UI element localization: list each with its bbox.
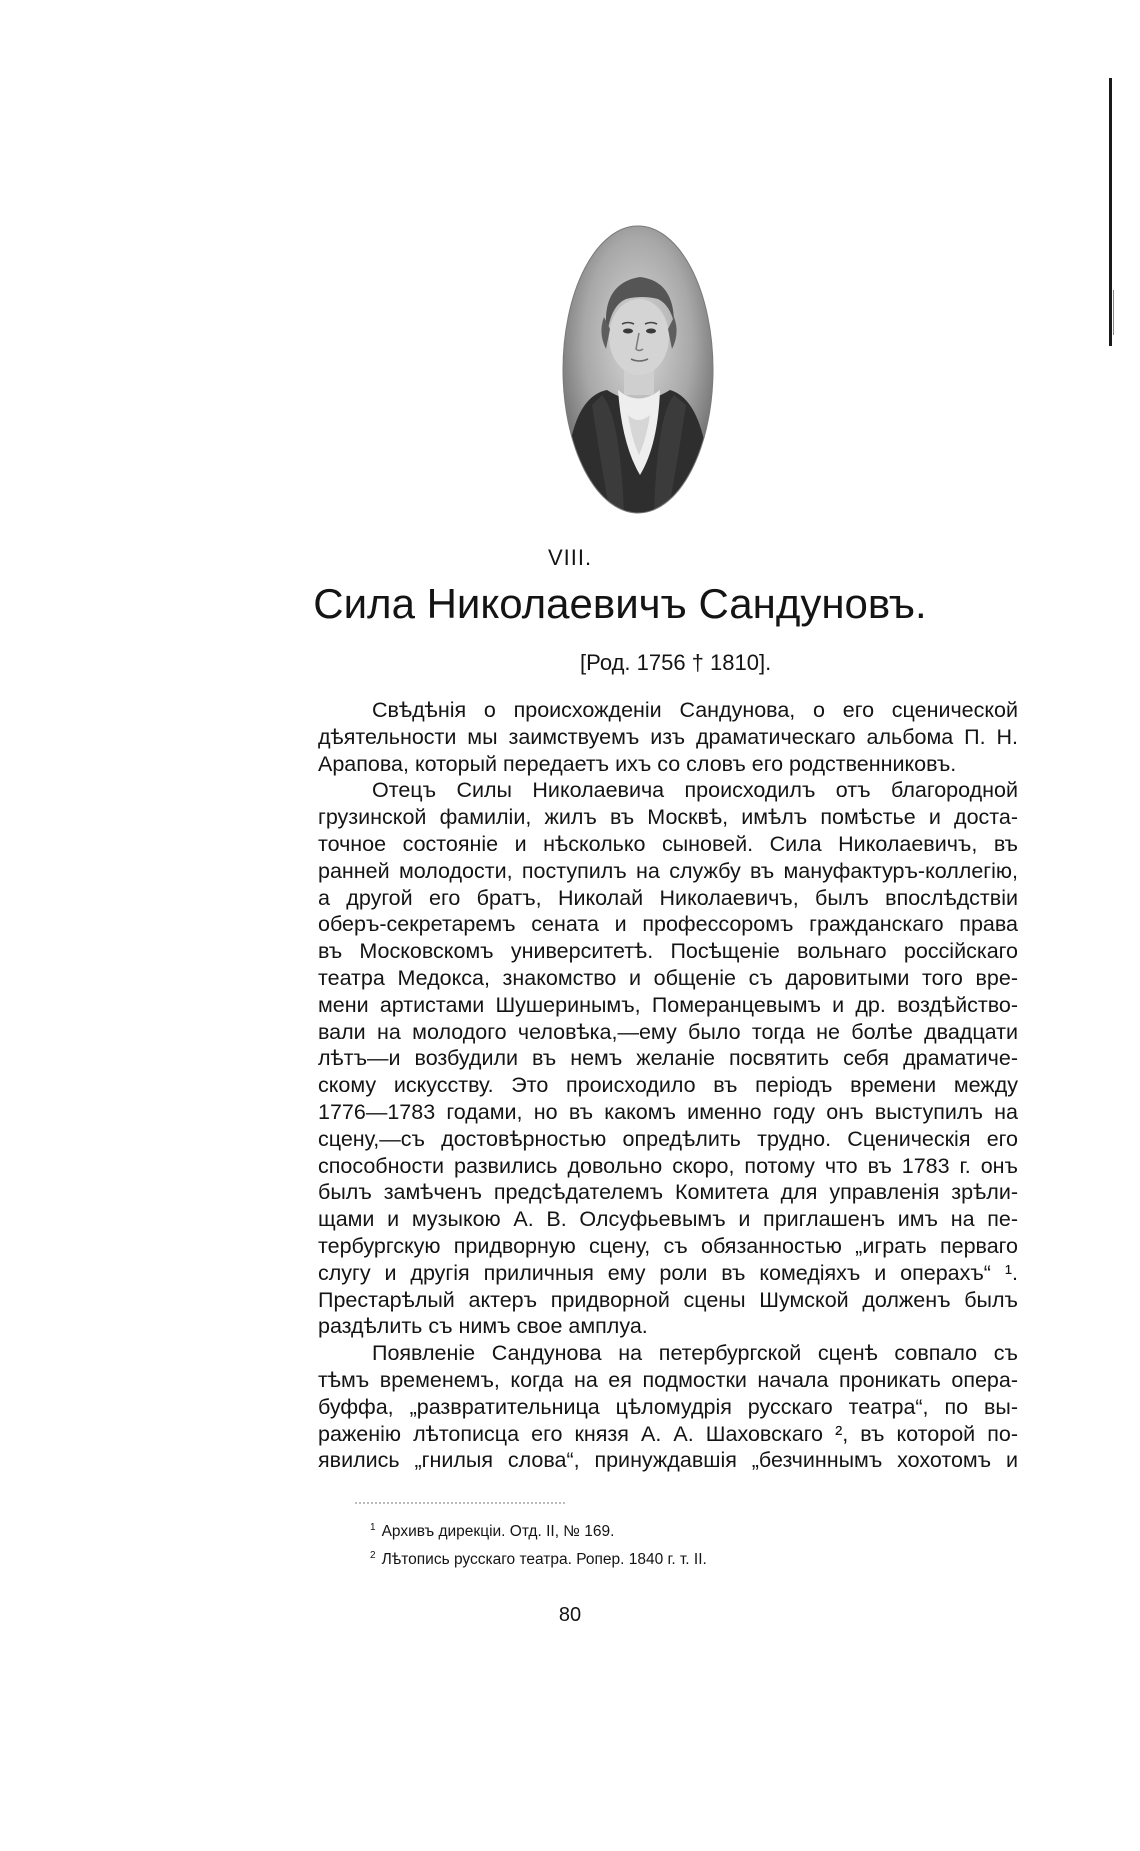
text-line: ранней молодости, поступилъ на службу въ мануфактуръ-коллегію, xyxy=(318,858,1018,883)
footnote-mark: 1 xyxy=(370,1522,376,1533)
text-line: точное состояніе и нѣсколько сыновей. Сила Николаевичъ, въ xyxy=(318,831,1018,856)
text-line: 1776—1783 годами, но въ какомъ именно году онъ выступилъ на xyxy=(318,1099,1018,1124)
scan-edge-mark-secondary xyxy=(1113,290,1114,335)
life-dates: [Род. 1756 † 1810]. xyxy=(580,650,772,675)
text-line: вали на молодого человѣка,—ему было тогда не болѣе двадцати xyxy=(318,1019,1018,1044)
text-line: а другой его братъ, Николай Николаевичъ, былъ впослѣдствіи xyxy=(318,885,1018,910)
chapter-title: Сила Николаевичъ Сандуновъ. xyxy=(313,580,927,627)
text-line: Престарѣлый актеръ придворной сцены Шумской долженъ былъ xyxy=(318,1287,1018,1312)
chapter-number: VIII. xyxy=(547,545,593,570)
body-text xyxy=(318,697,1018,1474)
text-line: слугу и другія приличныя ему роли въ комедіяхъ и операхъ“ ¹. xyxy=(318,1260,1018,1285)
text-line: оберъ-секретаремъ сената и профессоромъ гражданскаго права xyxy=(318,912,1018,937)
text-line: грузинской фамиліи, жилъ въ Москвѣ, имѣлъ помѣстье и доста- xyxy=(318,805,1018,830)
footnotes xyxy=(370,1516,970,1572)
faint-print-residue xyxy=(355,1502,565,1508)
text-line: Свѣдѣнія о происхожденіи Сандунова, о его сценической xyxy=(372,698,1018,722)
footnote-text: Архивъ дирекціи. Отд. II, № 169. xyxy=(381,1523,615,1541)
text-line: Появленіе Сандунова на петербургской сценѣ совпало съ xyxy=(372,1341,1018,1366)
text-line: раздѣлить съ нимъ свое амплуа. xyxy=(318,1314,648,1339)
text-line: дѣятельности мы заимствуемъ изъ драматическаго альбома П. Н. xyxy=(318,724,1018,749)
text-line: Арапова, который передаетъ ихъ со словъ его родственниковъ. xyxy=(318,751,957,776)
text-line: тербургскую придворную сцену, съ обязанностью „играть перваго xyxy=(318,1233,1018,1258)
text-line: Отецъ Силы Николаевича происходилъ отъ благородной xyxy=(372,778,1018,803)
scan-edge-mark xyxy=(1109,78,1112,346)
text-line: лѣтъ—и возбудили въ немъ желаніе посвятить себя драматиче- xyxy=(318,1046,1018,1071)
footnote-mark: 2 xyxy=(370,1550,376,1562)
text-line: буффа, „развратительница цѣломудрія русскаго театра“, по вы- xyxy=(318,1394,1018,1419)
footnote-text: Лѣтопись русскаго театра. Ропер. 1840 г. т. II. xyxy=(381,1551,707,1569)
text-line: въ Московскомъ университетѣ. Посѣщеніе вольнаго россійскаго xyxy=(318,939,1018,964)
text-line: сцену,—съ достовѣрностью опредѣлить трудно. Сценическія его xyxy=(318,1126,1018,1151)
footnote xyxy=(370,1516,970,1544)
text-line: щами и музыкою А. В. Олсуфьевымъ и приглашенъ имъ на пе- xyxy=(318,1207,1018,1232)
text-line: былъ замѣченъ предсѣдателемъ Комитета для управленія зрѣли- xyxy=(318,1180,1018,1205)
text-line: театра Медокса, знакомство и общеніе съ даровитыми того вре- xyxy=(318,965,1018,990)
text-line: скому искусству. Это происходило въ періодъ времени между xyxy=(318,1073,1018,1098)
text-line: способности развились довольно скоро, потому что въ 1783 г. онъ xyxy=(318,1153,1018,1178)
text-line: явились „гнилыя слова“, принуждавшія „безчиннымъ хохотомъ и xyxy=(318,1448,1018,1473)
text-line: тѣмъ временемъ, когда на ея подмостки начала проникать опера- xyxy=(318,1367,1018,1392)
page-number: 80 xyxy=(558,1604,582,1626)
text-line: мени артистами Шушеринымъ, Померанцевымъ и др. воздѣйство- xyxy=(318,992,1018,1017)
portrait-engraving xyxy=(562,225,714,514)
footnote xyxy=(370,1544,970,1572)
text-line: раженію лѣтописца его князя А. А. Шаховскаго ², въ которой по- xyxy=(318,1421,1018,1446)
